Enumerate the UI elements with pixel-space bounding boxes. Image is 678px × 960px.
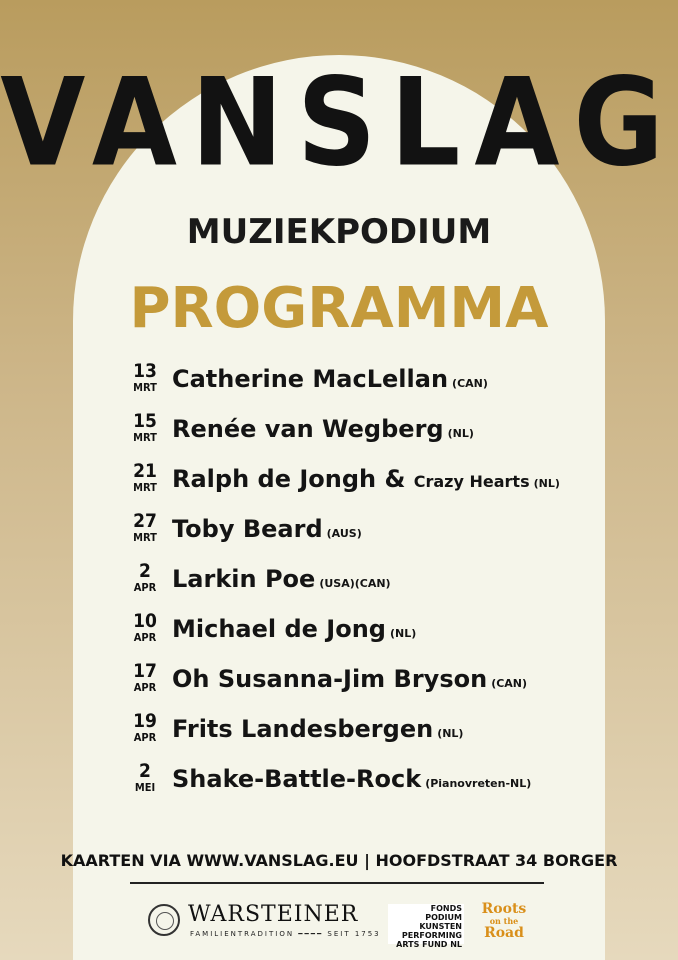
fonds-line: PODIUM — [425, 913, 462, 922]
event-artist — [172, 665, 527, 693]
artist-name: Renée van Wegberg — [172, 415, 444, 443]
event-date — [128, 412, 162, 443]
event-day: 13 — [133, 360, 157, 382]
event-artist — [172, 565, 391, 593]
roots-line: Roots — [481, 901, 527, 917]
artist-name: Shake-Battle-Rock — [172, 765, 422, 793]
event-month: APR — [133, 631, 157, 644]
divider — [130, 882, 544, 884]
event-month: MRT — [133, 431, 157, 444]
fonds-podiumkunsten-logo — [388, 904, 464, 949]
event-row — [128, 562, 578, 612]
event-date — [128, 362, 162, 393]
event-date — [128, 462, 162, 493]
artist-name: Michael de Jong — [172, 615, 386, 643]
event-artist — [172, 715, 463, 743]
artist-country: (AUS) — [326, 527, 362, 540]
event-artist — [172, 465, 560, 493]
program-heading: PROGRAMMA — [129, 276, 549, 341]
ticket-info: KAARTEN VIA WWW.VANSLAG.EU | HOOFDSTRAAT 34 BORGER — [60, 851, 618, 870]
program-list — [128, 362, 578, 812]
artist-country: (CAN) — [452, 377, 488, 390]
artist-extra: Crazy Hearts — [413, 472, 530, 491]
event-month: MRT — [133, 531, 157, 544]
artist-name: Frits Landesbergen — [172, 715, 434, 743]
event-date — [128, 712, 162, 743]
event-artist — [172, 365, 488, 393]
event-day: 10 — [133, 610, 157, 632]
event-row — [128, 762, 578, 812]
event-month: APR — [133, 731, 157, 744]
artist-name: Oh Susanna-Jim Bryson — [172, 665, 488, 693]
warsteiner-tagline: FAMILIENTRADITION ━━━━ SEIT 1753 — [190, 930, 381, 938]
event-artist — [172, 615, 416, 643]
roots-line: Road — [484, 925, 524, 941]
artist-country: (NL) — [447, 427, 474, 440]
event-date — [128, 762, 162, 793]
event-day: 2 — [139, 560, 151, 582]
event-artist — [172, 515, 362, 543]
brand-subtitle: MUZIEKPODIUM — [186, 212, 492, 252]
event-day: 27 — [133, 510, 157, 532]
event-month: MRT — [133, 381, 157, 394]
event-day: 15 — [133, 410, 157, 432]
artist-name: Toby Beard — [172, 515, 323, 543]
event-row — [128, 412, 578, 462]
artist-country: (USA)(CAN) — [319, 577, 391, 590]
event-row — [128, 512, 578, 562]
fonds-line: FONDS — [430, 904, 462, 913]
event-artist — [172, 765, 531, 793]
roots-on-the-road-logo — [476, 902, 532, 946]
artist-country: (NL) — [389, 627, 417, 640]
event-month: MEI — [134, 781, 156, 794]
artist-name: Catherine MacLellan — [172, 365, 449, 393]
brand-logo: VANSLAG — [0, 52, 678, 193]
event-day: 17 — [133, 660, 157, 682]
artist-name: Larkin Poe — [172, 565, 316, 593]
artist-country: (CAN) — [491, 677, 528, 690]
event-day: 2 — [139, 760, 151, 782]
artist-country: (Pianovreten-NL) — [425, 777, 532, 790]
event-row — [128, 612, 578, 662]
roots-line: on the — [489, 916, 519, 926]
warsteiner-logo: WARSTEINER — [188, 902, 359, 927]
event-day: 21 — [133, 460, 157, 482]
event-day: 19 — [133, 710, 157, 732]
event-date — [128, 512, 162, 543]
event-month: APR — [133, 681, 157, 694]
artist-country: (NL) — [533, 477, 560, 490]
event-row — [128, 712, 578, 762]
artist-country: (NL) — [437, 727, 464, 740]
event-date — [128, 562, 162, 593]
event-month: APR — [133, 581, 157, 594]
event-month: MRT — [133, 481, 157, 494]
event-row — [128, 362, 578, 412]
event-date — [128, 662, 162, 693]
fonds-line: KUNSTEN — [419, 922, 462, 931]
event-row — [128, 662, 578, 712]
fonds-line: ARTS FUND NL — [396, 940, 462, 949]
artist-name: Ralph de Jongh & — [172, 465, 414, 493]
warsteiner-seal-icon — [148, 904, 180, 936]
event-date — [128, 612, 162, 643]
fonds-line: PERFORMING — [401, 931, 462, 940]
event-artist — [172, 415, 474, 443]
event-row — [128, 462, 578, 512]
sponsor-logos — [148, 900, 538, 948]
